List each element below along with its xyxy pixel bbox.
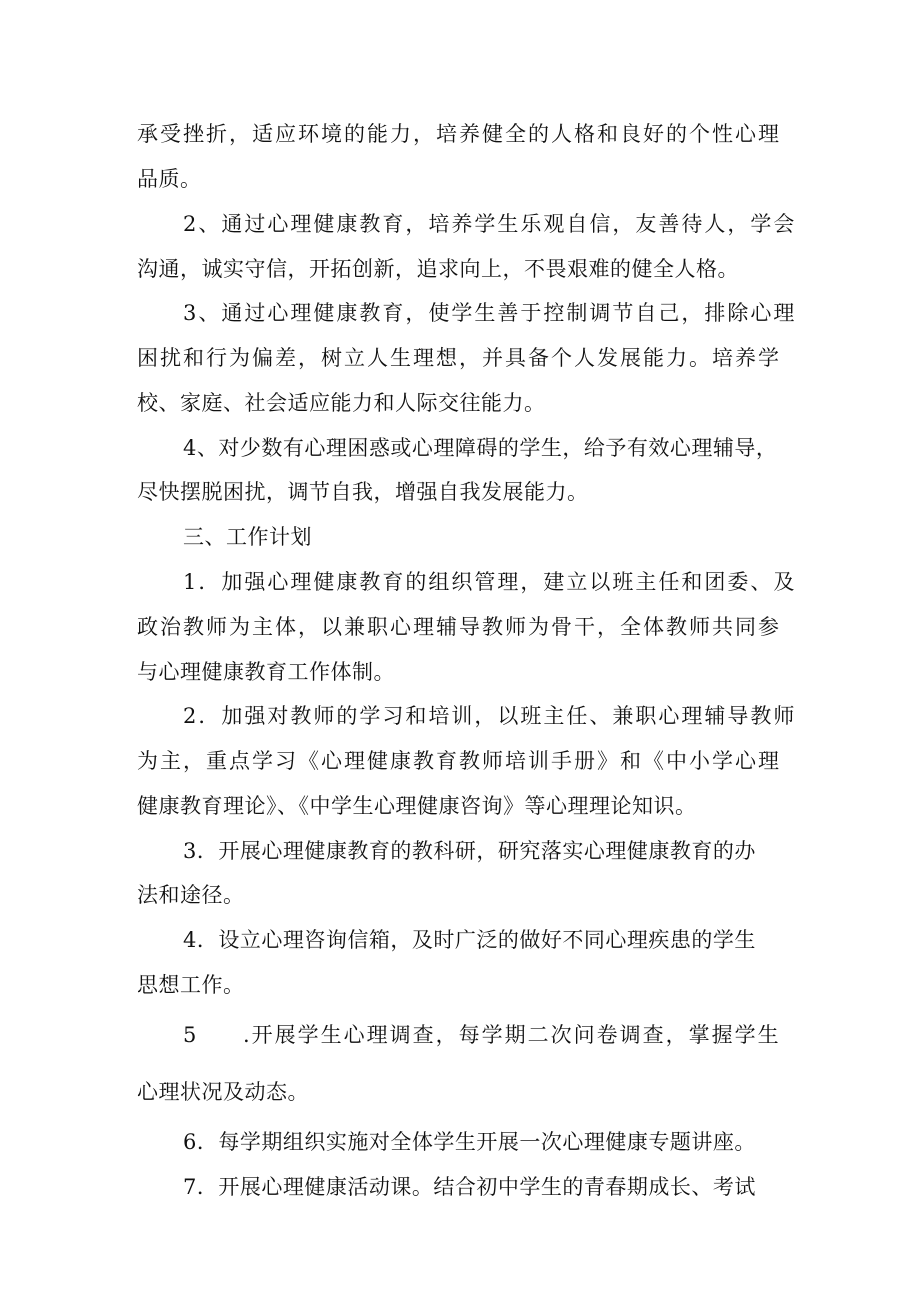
text-line-24: 7．开展心理健康活动课。结合初中学生的青春期成长、考试 [183,1175,756,1199]
section-heading: 三、工作计划 [183,525,312,549]
text-line-21: .开展学生心理调查，每学期二次问卷调查，掌握学生 [243,1023,781,1047]
text-line-15: 为主，重点学习《心理健康教育教师培训手册》和《中小学心理 [137,749,781,773]
text-line-7: 校、家庭、社会适应能力和人际交往能力。 [137,391,546,415]
text-line-18: 法和途径。 [137,883,245,907]
text-line-2: 品质。 [137,167,202,191]
text-line-22: 心理状况及动态。 [137,1080,309,1104]
text-line-1: 承受挫折，适应环境的能力，培养健全的人格和良好的个性心理 [137,122,781,146]
item-number-5: 5 [183,1023,197,1047]
text-line-14: 2．加强对教师的学习和培训，以班主任、兼职心理辅导教师 [183,704,797,728]
text-line-12: 政治教师为主体，以兼职心理辅导教师为骨干，全体教师共同参 [137,615,781,639]
text-line-13: 与心理健康教育工作体制。 [137,660,395,684]
text-line-6: 困扰和行为偏差，树立人生理想，并具备个人发展能力。培养学 [137,346,781,370]
text-line-17: 3．开展心理健康教育的教科研，研究落实心理健康教育的办 [183,839,756,863]
text-line-23: 6．每学期组织实施对全体学生开展一次心理健康专题讲座。 [183,1130,756,1154]
text-line-20: 思想工作。 [137,973,245,997]
text-line-8: 4、对少数有心理困惑或心理障碍的学生，给予有效心理辅导， [183,436,778,460]
text-line-19: 4．设立心理咨询信箱，及时广泛的做好不同心理疾患的学生 [183,928,756,952]
text-line-16: 健康教育理论》、《中学生心理健康咨询》等心理理论知识。 [137,794,697,818]
text-line-3: 2、通过心理健康教育，培养学生乐观自信，友善待人，学会 [183,212,797,236]
text-line-11: 1．加强心理健康教育的组织管理，建立以班主任和团委、及 [183,570,797,594]
text-line-4: 沟通，诚实守信，开拓创新，追求向上，不畏艰难的健全人格。 [137,257,739,281]
text-line-9: 尽快摆脱困扰，调节自我，增强自我发展能力。 [137,480,589,504]
text-line-5: 3、通过心理健康教育，使学生善于控制调节自己，排除心理 [183,301,797,325]
